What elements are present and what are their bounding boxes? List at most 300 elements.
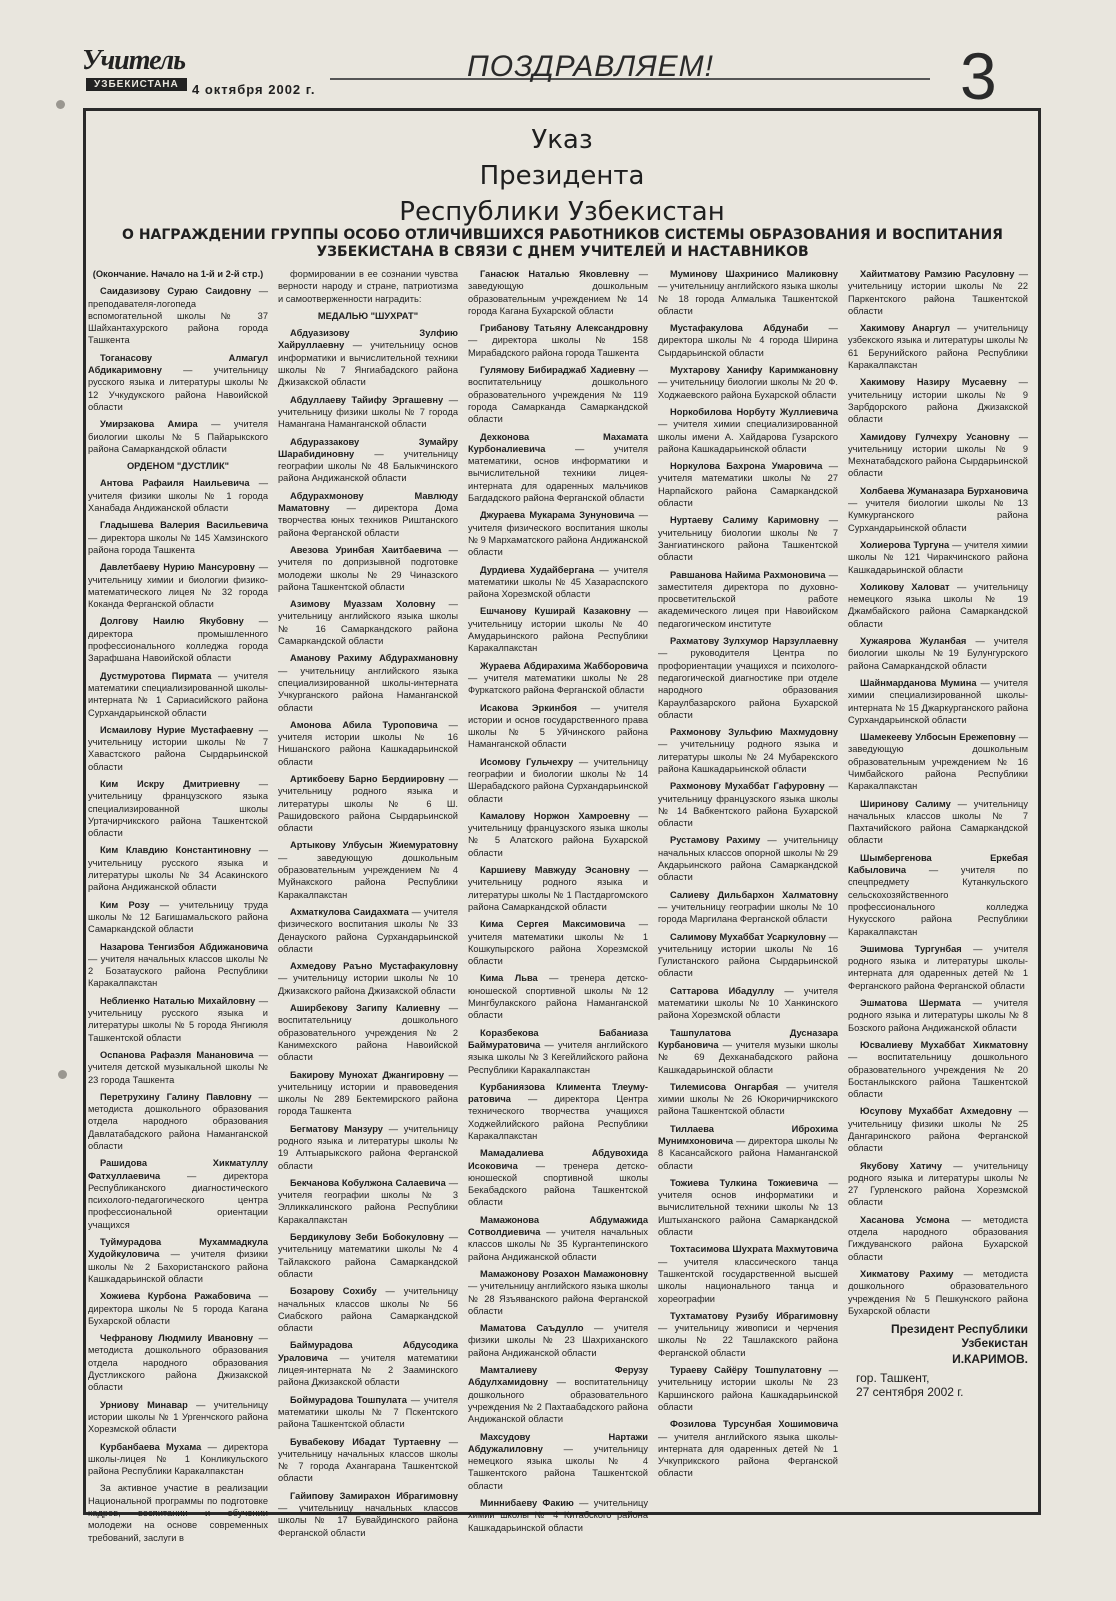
award-entry	[848, 581, 1028, 630]
recipient-name: Саидазизову Сураю Саидовну	[100, 286, 252, 297]
recipient-name: Кима Сергея Максимовича	[480, 919, 626, 930]
recipient-name: Ким Клавдию Константиновну	[100, 845, 252, 856]
signature-title: Президент Республики Узбекистан	[890, 1322, 1028, 1351]
award-entry	[468, 1147, 648, 1208]
recipient-name: Юсупову Мухаббат Ахмедовну	[860, 1106, 1012, 1117]
award-entry	[88, 477, 268, 514]
recipient-position: — учительницу химии школы № 4 Китабского района Кашкадарьинской области	[468, 1498, 649, 1533]
award-entry	[88, 1236, 268, 1285]
award-entry	[848, 852, 1028, 938]
recipient-name: Хайитматову Рамзию Расуловну	[860, 269, 1015, 279]
recipient-position: — учительницу английского языка школы № 28 Язъяванского района Ферганской области	[468, 1281, 648, 1316]
recipient-name: Миннибаеву Факию	[480, 1498, 574, 1509]
award-entry	[468, 564, 648, 601]
recipient-name: Тохтасимова Шухрата Махмутовича	[670, 1244, 838, 1255]
award-entry	[278, 719, 458, 768]
recipient-position: — учительницу начальных классов школы № 7 города Ахангарана Ташкентской области	[278, 1436, 458, 1484]
recipient-position: — учителя английского языка школы № 3 Кегейлийского района Республики Каракалпакстан	[468, 1039, 648, 1075]
award-entry	[88, 561, 268, 610]
award-entry	[278, 1285, 458, 1334]
award-entry	[658, 1177, 838, 1238]
text-column-1	[88, 268, 269, 1543]
recipient-name: Коразбекова Бабаниаза Баймуратовича	[468, 1027, 648, 1050]
award-entry	[468, 605, 648, 654]
recipient-name: Бердикулову Зеби Бобокуловну	[290, 1232, 444, 1243]
recipient-position: — учительницу немецкого языка школы № 4 Ташкентского района Ташкентской области	[468, 1443, 648, 1491]
recipient-position: — учителя биологии школы № 5 Пайарыкского района Самаркандской области	[88, 419, 269, 454]
newspaper-logo: Учитель	[82, 45, 186, 76]
recipient-name: Исомову Гульчехру	[480, 756, 574, 767]
award-entry	[88, 285, 268, 346]
recipient-position: — директора школы № 8 Касансайского района Наманганской области	[658, 1136, 838, 1171]
recipient-name: Аманову Рахиму Абдурахмановну	[290, 653, 458, 664]
award-entry	[278, 544, 458, 593]
recipient-name: Якубову Хатичу	[860, 1160, 943, 1171]
recipient-position: — учительницу математики школы № 4 Тайлакского района Самаркандской области	[278, 1232, 458, 1279]
recipient-position: — заведующую дошкольным образовательным учреждением № 14 города Кагана Бухарской области	[468, 269, 648, 316]
recipient-position: — учителя физического воспитания школы № 9 Мархаматского района Андижанской области	[468, 510, 648, 558]
recipient-name: Равшанова Найима Рахмоновича	[670, 569, 826, 580]
award-entry	[658, 268, 838, 317]
recipient-position: — учителя биологии школы № 13 Кумкурганского района Сурхандарьинской области	[848, 498, 1028, 533]
recipient-position: — учительницу географии и биологии школы № 14 Шерабадского района Сурхандарьинской области	[468, 756, 648, 804]
recipient-position: — учительницу родного языка и литературы школы № 1 Пастдаргомского района Самаркандской области	[468, 865, 648, 912]
recipient-name: Шымбергенова Еркебая Кабыловича	[848, 852, 1028, 876]
award-entry	[468, 1081, 648, 1142]
recipient-name: Эшматова Шермата	[860, 998, 961, 1009]
recipient-name: Джураева Мукарама Зунуновича	[480, 510, 635, 521]
recipient-name: Абдурахмонову Мавлюду Маматовну	[278, 490, 458, 514]
award-entry	[658, 364, 838, 401]
recipient-name: Рахматову Зулхумор Нарзуллаевну	[670, 636, 838, 647]
recipient-position: — учителя математики школы № 45 Хазараспского района Хорезмской области	[468, 564, 648, 600]
recipient-name: Абдуллаеву Тайифу Эргашевну	[290, 394, 444, 405]
decree-headline	[83, 122, 1041, 230]
recipient-position: — методиста отдела народного образования Гиждуванского района Бухарской области	[848, 1214, 1028, 1262]
recipient-position: — учителя химии школы № 26 Юкоричирчикского района Ташкентской области	[658, 1081, 838, 1117]
recipient-position: — учительницу начальных классов школы № 7 Пахтачийского района Самаркандской области	[848, 798, 1029, 846]
recipient-position: — методиста дошкольного образования отдела народного образования Давлатабадского района Наманганской области	[88, 1091, 268, 1151]
recipient-position: — учительницу физики школы № 25 Дангаринского района Ферганской области	[848, 1106, 1028, 1154]
recipient-position: — учителя родного языка и литературы школы № 8 Бозского района Андижанской области	[848, 998, 1028, 1033]
award-entry	[848, 1105, 1028, 1154]
recipient-name: Ганасюк Наталью Яковлевну	[480, 269, 630, 279]
recipient-name: Ахматкулова Саидахмата	[290, 906, 409, 917]
recipient-name: Мамажонову Розахон Мамажоновну	[480, 1268, 648, 1279]
recipient-name: Рахмонову Мухаббат Гафуровну	[670, 781, 825, 792]
recipient-name: Абдуазизову Зулфию Хайруллаевну	[278, 328, 458, 351]
recipient-name: Тожиева Тулкина Тожиевича	[670, 1177, 818, 1188]
recipient-name: Нуртаеву Салиму Каримовну	[670, 515, 820, 526]
recipient-position: — директора Дома творчества юных техников Риштанского района Ферганской области	[278, 503, 458, 538]
award-entry	[468, 864, 648, 913]
award-entry	[278, 1002, 458, 1063]
recipient-name: Камалову Норжон Хамроевну	[480, 810, 630, 821]
recipient-position: — учителя начальных классов школы № 35 Кургантепинского района Андижанской области	[468, 1227, 648, 1262]
award-entry	[278, 1069, 458, 1118]
award-entry	[88, 899, 268, 936]
award-entry	[848, 268, 1028, 317]
paragraph: формировании в ее сознании чувства верности народу и стране, патриотизма и самоотверженности наградить:	[278, 269, 458, 304]
subhead-line-1: О НАГРАЖДЕНИИ ГРУППЫ ОСОБО ОТЛИЧИВШИХСЯ РАБОТНИКОВ СИСТЕМЫ ОБРАЗОВАНИЯ И ВОСПИТАНИЯ	[122, 227, 1003, 243]
recipient-position: — учителя по допризывной подготовке молодежи школы № 29 Чиназского района Ташкентской области	[278, 544, 458, 592]
recipient-position: — учительницу узбекского языка и литературы школы № 61 Берунийского района Республики Каракалпакстан	[848, 323, 1028, 371]
recipient-name: Жураева Абдирахима Жабборовича	[480, 660, 648, 671]
section-heading: (Окончание. Начало на 1-й и 2-й стр.)	[92, 269, 264, 279]
recipient-name: Артыкову Улбусын Жиемуратовну	[290, 840, 458, 851]
recipient-name: Кима Льва	[480, 973, 538, 984]
recipient-name: Эшимова Тургунбая	[860, 943, 962, 954]
award-entry	[468, 1214, 648, 1263]
award-entry	[658, 514, 838, 563]
recipient-position: — директора Центра технического творчества учащихся Ходжейлийского района Республики Каракалпакстан	[468, 1094, 648, 1141]
award-entry	[658, 460, 838, 509]
recipient-name: Мамажонова Абдумажида Сотволдиевича	[468, 1214, 648, 1238]
award-entry	[658, 889, 838, 926]
text-column-3	[468, 268, 649, 1533]
recipient-name: Каршиеву Мавжуду Эсановну	[480, 865, 630, 876]
award-entry	[658, 931, 838, 980]
award-entry	[88, 519, 268, 556]
recipient-position: — директора школы-лицея № 1 Конликульского района Республики Каракалпакстан	[88, 1441, 269, 1477]
recipient-position: — учительницу родного языка и литературы школы № 6 Ш. Рашидовского района Сырдарьинской области	[278, 773, 458, 834]
recipient-name: Холиерова Тургуна	[860, 539, 950, 550]
recipient-position: — учителя физики школы № 2 Бахористанского района Кашкадарьинской области	[88, 1249, 268, 1284]
recipient-position: — учительницу французского языка школы № 14 Вабкентского района Бухарской области	[658, 781, 838, 829]
recipient-name: Ким Искру Дмитриевну	[100, 778, 240, 789]
text-column-2	[278, 268, 459, 1538]
award-entry	[278, 1339, 458, 1388]
recipient-position: — заведующую дошкольным образовательным учреждением № 16 Чимбайского района Республики Каракалпакстан	[848, 732, 1028, 792]
recipient-name: Курбанбаева Мухама	[100, 1441, 202, 1452]
recipient-position: — директора Республиканского диагностического психолого-педагогического центра профессиональной ориентации учащихся	[88, 1170, 268, 1230]
recipient-position: — учителя математики лицея-интерната № 2 Зааминского района Джизакской области	[278, 1352, 458, 1388]
recipient-position: — учительницу труда школы № 12 Багишамальского района Самаркандской области	[88, 899, 268, 935]
award-entry	[278, 1177, 458, 1226]
recipient-position: — учительницу истории школы № 16 Гулистанского района Сырдарьинской области	[658, 931, 838, 979]
recipient-name: Перетрухину Галину Павловну	[100, 1091, 252, 1102]
recipient-position: — директора промышленного профессионального колледжа города Зарафшана Навоийской области	[88, 616, 268, 664]
recipient-name: Бувабекову Ибадат Туртаевну	[290, 1436, 441, 1447]
recipient-position: — учителя математики школы № 28 Фуркатского района Ферганской области	[468, 672, 648, 696]
section-title: ПОЗДРАВЛЯЕМ!	[467, 50, 714, 83]
award-entry	[658, 569, 838, 630]
recipient-name: Хожиева Курбона Ражабовича	[100, 1291, 251, 1302]
text-column-5	[848, 268, 1028, 1508]
recipient-position: — директора школы № 158 Мирабадского района города Ташкента	[468, 335, 648, 358]
recipient-position: — директора школы № 145 Хамзинского района города Ташкента	[88, 532, 268, 555]
award-entry	[848, 1214, 1028, 1263]
recipient-position: — учительницу английского языка школы № 16 Самаркандского района Самаркандской области	[278, 599, 458, 647]
subhead-line-2: УЗБЕКИСТАНА В СВЯЗИ С ДНЕМ УЧИТЕЛЕЙ И НАСТАВНИКОВ	[316, 244, 809, 260]
recipient-name: Бакирову Мунохат Джангировну	[290, 1069, 445, 1080]
award-entry	[468, 810, 648, 859]
award-entry	[658, 1364, 838, 1413]
award-entry	[658, 780, 838, 829]
award-entry	[658, 985, 838, 1022]
award-entry	[848, 485, 1028, 534]
recipient-position: — учителя математики школы № 27 Нарпайского района Самаркандской области	[658, 461, 838, 509]
recipient-name: Курбаниязова Климента Тлеумуратовича	[468, 1081, 648, 1105]
award-entry	[848, 539, 1028, 576]
award-entry	[848, 1268, 1028, 1317]
recipient-position: — воспитательницу дошкольного образовательного учреждения № 20 Бостанлыкского района Ташкентской области	[848, 1052, 1028, 1100]
recipient-name: Гайипову Замирахон Ибрагимовну	[290, 1490, 458, 1501]
award-entry	[468, 431, 648, 505]
recipient-name: Туймурадова Мухаммадкула Худойкуловича	[88, 1237, 268, 1260]
award-entry	[468, 268, 648, 317]
recipient-position: — учителя основ информатики и вычислительной техники школы № 13 Иштыханского района Самаркандской области	[658, 1177, 838, 1238]
recipient-name: Бегматову Манзуру	[290, 1123, 383, 1134]
recipient-name: Маматова Саъдулло	[480, 1323, 584, 1334]
award-entry	[658, 1027, 838, 1076]
recipient-name: Гулямову Бибираджаб Хадиевну	[480, 365, 635, 376]
recipient-position: — тренера детско-юношеской спортивной школы №12 Мингбулакского района Наманганской области	[468, 973, 648, 1021]
recipient-name: Хикматову Рахиму	[860, 1268, 954, 1279]
recipient-name: Муминову Шахринисо Маликовну	[670, 269, 838, 279]
recipient-position: — учителя математики специализированной школы-интерната № 1 Сариасийского района Сурхандарьинской области	[88, 670, 269, 718]
recipient-name: Чефранову Людмилу Ивановну	[100, 1333, 254, 1344]
award-entry	[468, 918, 648, 967]
paragraph: За активное участие в реализации Национальной программы по подготовке кадров, воспитании и обучении молодежи на основе современных требований, заслуги в	[88, 1483, 268, 1543]
award-entry	[278, 652, 458, 713]
recipient-name: Аширбекову Загипу Калиевну	[290, 1003, 441, 1014]
recipient-position: — заведующую дошкольным образовательным учреждением № 4 Муйнакского района Республики Каракалпакстан	[278, 852, 458, 900]
recipient-position: — учителя по спецпредмету Кутанкульского сельскохозяйственного профессионального колледжа Нукусского района Республики Каракалпакстан	[848, 865, 1028, 937]
recipient-name: Исмаилову Нурие Мустафаевну	[100, 724, 254, 735]
award-entry	[848, 635, 1028, 672]
award-entry	[88, 724, 268, 773]
award-entry	[848, 1039, 1028, 1100]
award-entry	[278, 906, 458, 955]
masthead	[0, 0, 1116, 113]
recipient-name: Артикбоеву Барно Бердиировну	[290, 773, 445, 784]
recipient-position: — учительницу истории школы № 9 Мехнатабадского района Сырдарьинской области	[848, 431, 1028, 479]
recipient-position: — преподавателя-логопеда вспомогательной школы № 37 Шайхантахурского района города Ташкента	[88, 286, 268, 346]
award-entry	[848, 376, 1028, 425]
recipient-name: Ширинову Салиму	[860, 798, 951, 809]
recipient-name: Дехконова Махамата Курбоналиевича	[468, 431, 648, 454]
binder-hole	[56, 100, 65, 109]
headline-line-3: Республики Узбекистан	[399, 197, 725, 227]
recipient-position: — учителя географии школы № 3 Элликкалинского района Республики Каракалпакстан	[278, 1177, 458, 1225]
recipient-position: — учительницу географии школы № 10 города Маргилана Ферганской области	[658, 901, 838, 925]
recipient-position: — тренера детско-юношеской спортивной школы Бекабадского района Ташкентской области	[468, 1160, 648, 1208]
signature-date: 27 сентября 2002 г.	[856, 1385, 964, 1400]
award-entry	[88, 1332, 268, 1393]
recipient-name: Шайнмарданова Мумина	[860, 677, 977, 688]
recipient-position: — учителя истории и основ государственного права школы № 5 Уйчинского района Наманганской области	[468, 702, 648, 750]
award-entry	[88, 844, 268, 893]
recipient-position: — учительницу живописи и черчения школы № 22 Ташлакского района Ферганской области	[658, 1323, 838, 1358]
award-entry	[278, 1394, 458, 1431]
recipient-name: Антова Рафаиля Наильевича	[100, 478, 250, 489]
recipient-name: Юсвалиеву Мухаббат Хикматовну	[860, 1039, 1028, 1050]
recipient-position: — учительницу начальных классов школы № 17 Бувайдинского района Ферганской области	[278, 1503, 458, 1538]
recipient-position: — воспитательницу дошкольного образовательного учреждения № 119 города Самарканда Самаркандской области	[468, 365, 648, 425]
recipient-name: Дурдиева Худайбергана	[480, 564, 595, 575]
award-entry	[848, 1160, 1028, 1209]
recipient-name: Ахмедову Раъно Мустафакуловну	[290, 961, 458, 972]
award-entry	[88, 1049, 268, 1086]
recipient-position: — учительницу истории школы № 1 Ургенчского района Хорезмской области	[88, 1399, 269, 1435]
award-entry	[658, 1418, 838, 1479]
recipient-position: — учительницу русского языка и литературы школы № 12 Учкудукского района Навоийской области	[88, 365, 268, 412]
award-entry	[658, 406, 838, 455]
recipient-name: Хакимову Назиру Мусаевну	[860, 377, 1007, 388]
recipient-position: — директора школы № 4 города Ширина Сырдарьинской области	[658, 323, 838, 358]
recipient-name: Шамекееву Улбосын Ережеповну	[860, 732, 1016, 743]
page-number: 3	[960, 39, 997, 113]
recipient-position: — учителя биологии школы №19 Булунгурского района Самаркандской области	[848, 636, 1028, 671]
recipient-position: — учительницу истории школы № 10 Джизакского района Джизакской области	[278, 973, 458, 996]
award-entry	[278, 839, 458, 900]
award-entry	[468, 1431, 648, 1492]
award-entry	[88, 941, 268, 990]
recipient-position: — учителя детской музыкальной школы № 23 города Ташкента	[88, 1049, 268, 1085]
recipient-position: — учительницу немецкого языка школы № 19 Джамбайского района Самаркандской области	[848, 581, 1029, 629]
recipient-name: Саттарова Ибадуллу	[670, 985, 775, 996]
award-entry	[278, 773, 458, 834]
recipient-name: Оспанова Рафаэля Манановича	[100, 1049, 254, 1060]
text-column-4	[658, 268, 838, 1508]
recipient-position: — учительницу истории школы № 23 Каршинского района Кашкадарьинской области	[658, 1365, 838, 1412]
recipient-name: Салиеву Дильбархон Халматовну	[670, 889, 838, 900]
recipient-name: Рахмонову Зульфию Махмудовну	[670, 727, 838, 738]
award-entry	[848, 943, 1028, 992]
recipient-position: — учителя математики школы № 7 Пскентского района Ташкентской области	[278, 1394, 459, 1430]
recipient-position: — учительницу родного языка и литературы школы № 19 Алтыарыкского района Ферганской области	[278, 1123, 459, 1171]
recipient-name: Тураеву Сайёру Тошпулатовну	[670, 1365, 822, 1376]
award-entry	[468, 1322, 648, 1359]
award-entry	[88, 670, 268, 719]
recipient-position: — учителя физики школы № 1 города Ханабада Андижанской области	[88, 478, 268, 514]
award-entry	[278, 1436, 458, 1485]
article-body	[88, 268, 1038, 1543]
award-entry	[88, 778, 268, 839]
award-entry	[88, 1157, 268, 1231]
award-entry	[468, 660, 648, 697]
recipient-position: — учителя родного языка и литературы школы-интерната для одаренных детей № 1 Ферганского района Ферганской области	[848, 943, 1029, 991]
award-entry	[848, 731, 1028, 792]
headline-line-1: Указ	[531, 125, 593, 155]
award-entry	[88, 352, 268, 413]
recipient-name: Холбаева Жуманазара Бурхановича	[860, 485, 1028, 496]
recipient-position: — учителя музыки школы № 69 Дехканабадского района Кашкадарьинской области	[658, 1039, 838, 1075]
recipient-name: Амонова Абила Туроповича	[290, 719, 438, 730]
recipient-name: Азимову Муаззам Холовну	[290, 599, 436, 610]
award-entry	[468, 1364, 648, 1425]
award-entry	[848, 677, 1028, 726]
award-entry	[278, 1123, 458, 1172]
recipient-position: — учительницу истории школы № 7 Хавастского района Сырдарьинской области	[88, 724, 268, 772]
recipient-position: — учителя истории школы № 16 Нишанского района Кашкадарьинской области	[278, 719, 458, 767]
recipient-name: Гладышева Валерия Васильевича	[100, 520, 268, 531]
award-entry	[88, 418, 268, 455]
newspaper-logo-sub: УЗБЕКИСТАНА	[86, 78, 187, 91]
recipient-name: Долгову Наилю Якубовну	[100, 616, 244, 627]
award-entry	[658, 1243, 838, 1304]
recipient-name: Норкулова Бахрона Умаровича	[670, 461, 823, 472]
recipient-name: Хамидову Гулчехру Усановну	[860, 431, 1010, 442]
recipient-position: — учителя классического танца Ташкентской государственной высшей школы национального танца и хореографии	[658, 1256, 838, 1304]
award-entry	[468, 1027, 648, 1076]
award-entry	[88, 995, 268, 1044]
recipient-position: — учителя математики школы № 10 Ханкинского района Хорезмской области	[658, 985, 838, 1021]
recipient-position: — учителя химии школы № 121 Чиракчинского района Кашкадарьинской области	[848, 539, 1028, 575]
recipient-name: Тилемисова Онгарбая	[670, 1081, 779, 1092]
award-entry	[278, 598, 458, 647]
recipient-name: Хужаярова Жуланбая	[860, 636, 967, 647]
recipient-position: — учителя математики школы № 1 Кошкупырского района Хорезмской области	[468, 919, 648, 967]
issue-date: 4 октября 2002 г.	[192, 82, 316, 97]
award-entry	[468, 509, 648, 558]
recipient-position: — учительницу начальных классов школы № 56 Сиабского района Самаркандской области	[278, 1286, 459, 1334]
award-entry	[278, 490, 458, 539]
award-entry	[658, 1081, 838, 1118]
recipient-position: — учительницу родного языка и литературы школы № 24 Мубарекского района Кашкадарьинской области	[658, 739, 838, 774]
recipient-name: Абдураззакову Зумайру Шарабидиновну	[278, 436, 458, 459]
recipient-name: Махсудову Нартажи Абдужалиловну	[468, 1431, 648, 1454]
signature-name: И.КАРИМОВ.	[952, 1352, 1028, 1367]
recipient-name: Ташпулатова Дусназара Курбановича	[658, 1027, 838, 1050]
recipient-position: — учительницу истории школы № 9 Зарбдорского района Джизакской области	[848, 377, 1028, 425]
recipient-position: — учительницу русского языка и литературы школы № 34 Асакинского района Андижанской области	[88, 845, 268, 893]
recipient-position: — воспитательницу дошкольного образовательного учреждения № 2 Пахтаабадского района Андижанской области	[468, 1377, 648, 1425]
recipient-position: — учителя английского языка школы-интерната для одаренных детей № 1 Учкуприкского района Ферганской области	[658, 1431, 838, 1479]
recipient-position: — учительницу родного языка и литературы школы № 27 Гурленского района Хорезмской области	[848, 1160, 1029, 1208]
recipient-position: — учительницу биологии школы № 7 Зангиатинского района Ташкентской области	[658, 515, 838, 563]
recipient-name: Мухтарову Ханифу Каримжановну	[670, 365, 838, 376]
award-entry	[848, 322, 1028, 371]
recipient-position: — учителя физического воспитания школы № 33 Денауского района Сурхандарьинской области	[278, 906, 458, 954]
award-entry	[468, 702, 648, 751]
award-entry	[658, 726, 838, 775]
recipient-position: — учительницу истории школы № 22 Паркентского района Ташкентской области	[848, 269, 1028, 316]
decree-subhead	[100, 227, 1025, 261]
headline-line-2: Президента	[479, 161, 645, 191]
recipient-name: Авезова Уринбая Хаитбаевича	[290, 544, 442, 555]
recipient-name: Грибанову Татьяну Александровну	[480, 323, 648, 334]
award-entry	[658, 322, 838, 359]
recipient-name: Хасанова Усмона	[860, 1214, 950, 1225]
award-entry	[848, 997, 1028, 1034]
recipient-name: Бекчанова Кобулжона Салаевича	[290, 1177, 446, 1188]
recipient-name: Баймурадова Абдусодика Ураловича	[278, 1340, 458, 1363]
recipient-name: Тухтаматову Рузибу Ибрагимовну	[670, 1310, 838, 1321]
award-entry	[848, 431, 1028, 480]
recipient-position: — руководителя Центра по профориентации учащихся и психолого-педагогической диагностике при отделе народного образования Караулбазарского района Бухарской области	[658, 648, 838, 720]
recipient-position: — учительницу физики школы № 7 города Намангана Наманганской области	[278, 394, 458, 430]
award-entry	[278, 327, 458, 388]
award-entry	[88, 615, 268, 664]
award-entry	[88, 1399, 268, 1436]
section-heading: МЕДАЛЬЮ "ШУХРАТ"	[317, 310, 419, 321]
recipient-position: — учительницу французского языка школы № 5 Алатского района Бухарской области	[468, 810, 648, 858]
recipient-name: Рашидова Хикматуллу Фатхуллаевича	[88, 1158, 268, 1181]
award-entry	[278, 394, 458, 431]
column-5-entries	[848, 268, 1028, 1317]
recipient-position: — учительницу биологии школы № 20 Ф. Ходжаевского района Бухарской области	[658, 377, 838, 400]
recipient-position: — учителя химии специализированной школы-интерната № 15 Джаркурганского района Сурхандарьинской области	[848, 677, 1028, 725]
award-entry	[658, 1123, 838, 1172]
recipient-name: Норкобилова Норбуту Жуллиевича	[670, 406, 838, 417]
recipient-position: — учителя химии специализированной школы имени А. Хайдарова Гузарского района Кашкадарьинской области	[658, 419, 838, 454]
binder-hole	[58, 1070, 67, 1079]
award-entry	[468, 756, 648, 805]
recipient-name: Дустмуротова Пирмата	[100, 670, 212, 681]
recipient-position: — директора школы № 5 города Кагана Бухарской области	[88, 1291, 268, 1326]
